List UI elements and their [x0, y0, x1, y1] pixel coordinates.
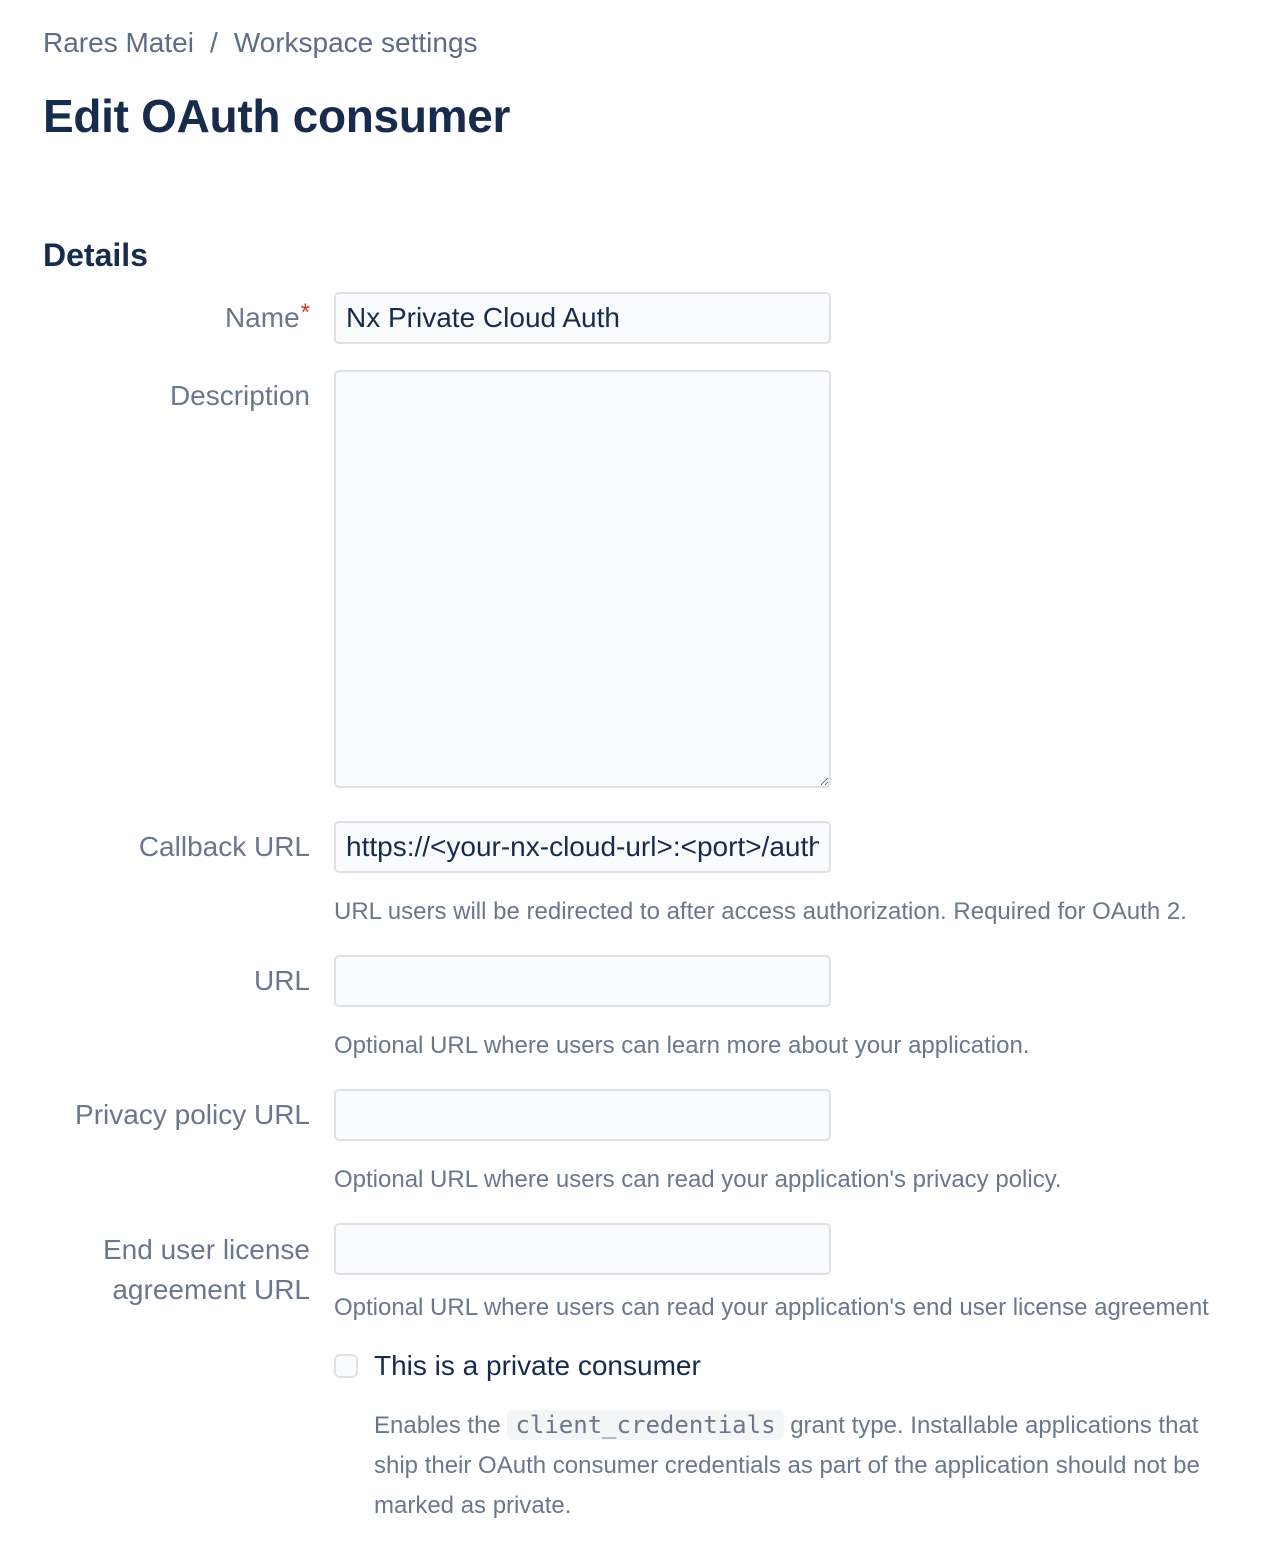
private-consumer-label-spacer: [43, 1349, 310, 1356]
callback-url-help-text: URL users will be redirected to after access authorization. Required for OAuth 2.: [334, 898, 1187, 925]
breadcrumb-separator: /: [209, 27, 218, 58]
oauth-consumer-form: [43, 292, 1238, 1526]
description-label: Description: [169, 380, 310, 411]
eula-url-field-area: [334, 1223, 1238, 1325]
private-consumer-help-prefix: Enables the: [374, 1412, 508, 1439]
private-consumer-help-text: [374, 1405, 1214, 1526]
field-row-description: [43, 370, 1238, 793]
privacy-policy-url-input[interactable]: [334, 1089, 831, 1141]
page-title: Edit OAuth consumer: [43, 90, 511, 142]
description-field-area: [334, 370, 1238, 793]
field-row-private-consumer: [43, 1349, 1238, 1526]
breadcrumb-workspace-link[interactable]: Rares Matei: [43, 27, 194, 58]
callback-url-field-area: [334, 821, 1238, 929]
name-input[interactable]: [334, 292, 831, 344]
description-textarea[interactable]: [334, 370, 831, 788]
field-row-privacy-policy-url: [43, 1089, 1238, 1197]
eula-url-label-text: End user license agreement URL: [102, 1234, 310, 1305]
eula-url-help-text: Optional URL where users can read your application's end user license agreement: [334, 1294, 1209, 1321]
field-row-callback-url: [43, 821, 1238, 929]
eula-url-input[interactable]: [334, 1223, 831, 1275]
breadcrumb: [43, 26, 1238, 60]
name-label-text: Name: [224, 302, 300, 333]
field-row-name: [43, 292, 1238, 344]
callback-url-input[interactable]: [334, 821, 831, 873]
eula-url-label: [43, 1223, 310, 1310]
url-help-text: Optional URL where users can learn more about your application.: [334, 1032, 1030, 1059]
callback-url-label: Callback URL: [138, 831, 310, 862]
url-label: URL: [253, 965, 310, 996]
name-field-area: [334, 292, 1238, 344]
field-row-eula-url: [43, 1223, 1238, 1325]
private-consumer-checkbox-label[interactable]: This is a private consumer: [374, 1350, 701, 1381]
privacy-policy-url-label: Privacy policy URL: [75, 1099, 310, 1130]
section-title-details: Details: [43, 237, 148, 273]
private-consumer-field-area: [334, 1349, 1238, 1526]
required-asterisk: *: [300, 299, 310, 326]
name-label: [43, 292, 310, 339]
private-consumer-help-suffix: grant type. Installable applications that ship their OAuth consumer credentials as part of the application should not be marked as private.: [374, 1412, 1200, 1519]
field-row-url: [43, 955, 1238, 1063]
privacy-policy-url-help-text: Optional URL where users can read your application's privacy policy.: [334, 1166, 1062, 1193]
private-consumer-checkbox[interactable]: [334, 1354, 358, 1378]
url-field-area: [334, 955, 1238, 1063]
client-credentials-code-chip: client_credentials: [507, 1410, 783, 1440]
privacy-policy-url-field-area: [334, 1089, 1238, 1197]
url-input[interactable]: [334, 955, 831, 1007]
private-consumer-checkbox-row: [334, 1349, 1238, 1383]
breadcrumb-workspace-settings-link[interactable]: Workspace settings: [233, 27, 478, 58]
